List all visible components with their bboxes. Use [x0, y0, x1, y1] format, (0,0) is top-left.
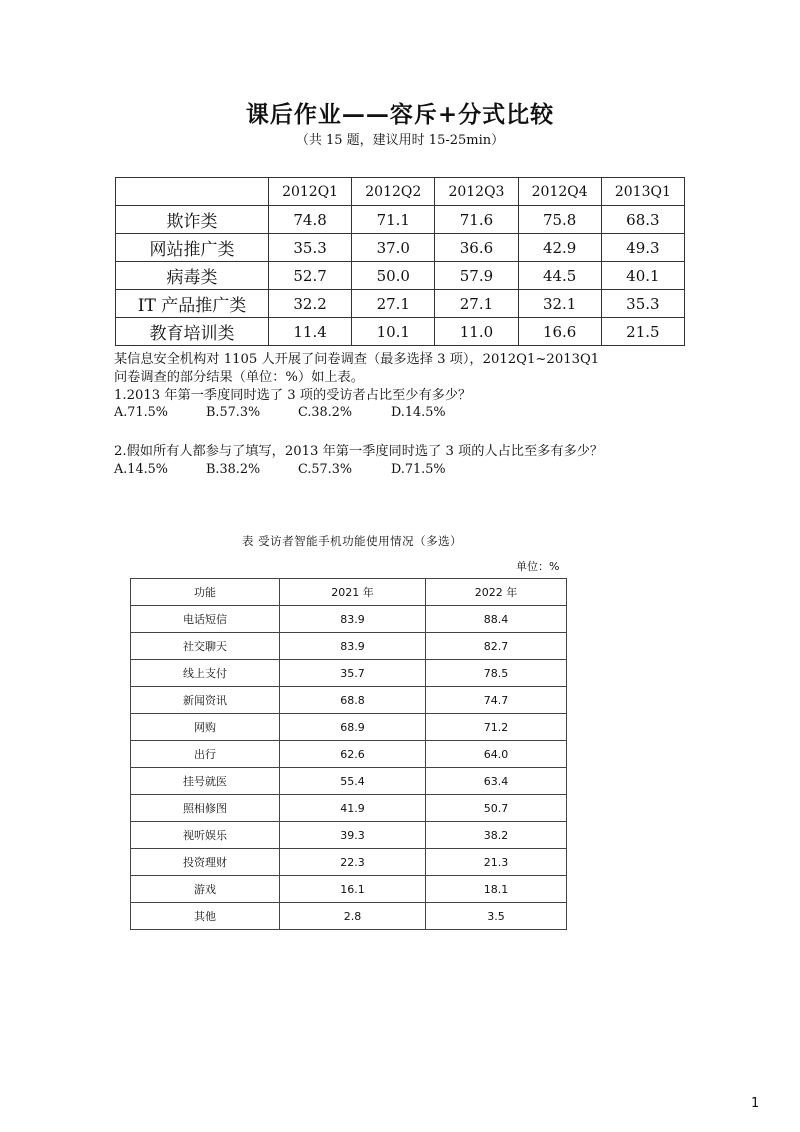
table-row	[131, 606, 567, 633]
table-row	[131, 741, 567, 768]
table-cell: 35.3	[601, 290, 684, 318]
option-b: B.38.2%	[206, 462, 261, 477]
table-cell: 44.5	[518, 262, 601, 290]
row-label: 投资理财	[131, 849, 280, 876]
table-cell: 57.9	[435, 262, 518, 290]
question-1-options	[114, 405, 446, 420]
table-header-cell: 2013Q1	[601, 178, 684, 206]
table-cell: 22.3	[280, 849, 426, 876]
table-header-cell: 2012Q4	[518, 178, 601, 206]
table-header-row	[116, 178, 685, 206]
row-label: IT 产品推广类	[116, 290, 269, 318]
table-row	[131, 795, 567, 822]
table-cell: 11.0	[435, 318, 518, 346]
table-cell: 11.4	[269, 318, 352, 346]
table-cell: 50.7	[426, 795, 567, 822]
option-d: D.71.5%	[391, 462, 446, 477]
table-header-row	[131, 579, 567, 606]
question-1-stem: 1.2013 年第一季度同时选了 3 项的受访者占比至少有多少？	[114, 388, 472, 403]
table-cell: 21.5	[601, 318, 684, 346]
table-cell: 82.7	[426, 633, 567, 660]
table-cell: 71.1	[352, 206, 435, 234]
survey-table	[115, 177, 685, 346]
table-cell: 83.9	[280, 633, 426, 660]
table-header-cell: 2012Q2	[352, 178, 435, 206]
table-cell: 64.0	[426, 741, 567, 768]
option-c: C.57.3%	[298, 462, 353, 477]
table-cell: 16.1	[280, 876, 426, 903]
table-cell: 74.7	[426, 687, 567, 714]
table-row	[131, 903, 567, 930]
table-header-cell: 功能	[131, 579, 280, 606]
table-header-cell: 2022 年	[426, 579, 567, 606]
table-cell: 41.9	[280, 795, 426, 822]
row-label: 社交聊天	[131, 633, 280, 660]
table-cell: 18.1	[426, 876, 567, 903]
row-label: 网站推广类	[116, 234, 269, 262]
table-row	[116, 234, 685, 262]
table-cell: 71.6	[435, 206, 518, 234]
table-header-cell	[116, 178, 269, 206]
table-row	[131, 687, 567, 714]
table-row	[116, 206, 685, 234]
row-label: 新闻资讯	[131, 687, 280, 714]
table-cell: 35.7	[280, 660, 426, 687]
row-label: 其他	[131, 903, 280, 930]
row-label: 教育培训类	[116, 318, 269, 346]
table-row	[131, 660, 567, 687]
table-cell: 2.8	[280, 903, 426, 930]
table-row	[131, 714, 567, 741]
table-cell: 37.0	[352, 234, 435, 262]
table-cell: 63.4	[426, 768, 567, 795]
table-header-cell: 2021 年	[280, 579, 426, 606]
table-cell: 74.8	[269, 206, 352, 234]
row-label: 视听娱乐	[131, 822, 280, 849]
table-cell: 38.2	[426, 822, 567, 849]
table-cell: 27.1	[435, 290, 518, 318]
option-d: D.14.5%	[391, 405, 446, 420]
table-row	[131, 768, 567, 795]
table-cell: 36.6	[435, 234, 518, 262]
table-row	[116, 290, 685, 318]
page-title: 课后作业——容斥+分式比较	[245, 101, 555, 128]
table-cell: 75.8	[518, 206, 601, 234]
option-b: B.57.3%	[206, 405, 261, 420]
table-header-cell: 2012Q3	[435, 178, 518, 206]
page-subtitle: （共 15 题，建议用时 15-25min）	[295, 133, 505, 148]
table-cell: 52.7	[269, 262, 352, 290]
page-number: 1	[751, 1096, 760, 1111]
row-label: 游戏	[131, 876, 280, 903]
intro-line-2: 问卷调查的部分结果（单位：%）如上表。	[114, 370, 364, 385]
option-a: A.14.5%	[114, 462, 168, 477]
row-label: 挂号就医	[131, 768, 280, 795]
table-cell: 68.8	[280, 687, 426, 714]
table-cell: 50.0	[352, 262, 435, 290]
table-cell: 32.2	[269, 290, 352, 318]
table-cell: 42.9	[518, 234, 601, 262]
question-2-options	[114, 462, 446, 477]
table-row	[131, 876, 567, 903]
table-row	[131, 633, 567, 660]
table-cell: 3.5	[426, 903, 567, 930]
table-cell: 68.3	[601, 206, 684, 234]
table-cell: 62.6	[280, 741, 426, 768]
table-cell: 10.1	[352, 318, 435, 346]
table-cell: 21.3	[426, 849, 567, 876]
row-label: 电话短信	[131, 606, 280, 633]
option-a: A.71.5%	[114, 405, 168, 420]
table-row	[116, 318, 685, 346]
table-cell: 39.3	[280, 822, 426, 849]
table-cell: 88.4	[426, 606, 567, 633]
table-cell: 32.1	[518, 290, 601, 318]
option-c: C.38.2%	[298, 405, 353, 420]
table-cell: 83.9	[280, 606, 426, 633]
row-label: 出行	[131, 741, 280, 768]
table-row	[131, 822, 567, 849]
table-cell: 71.2	[426, 714, 567, 741]
row-label: 线上支付	[131, 660, 280, 687]
table-cell: 49.3	[601, 234, 684, 262]
row-label: 欺诈类	[116, 206, 269, 234]
unit-label: 单位：%	[516, 560, 560, 573]
intro-line-1: 某信息安全机构对 1105 人开展了问卷调查（最多选择 3 项），2012Q1~2013Q1	[114, 352, 600, 367]
table-row	[116, 262, 685, 290]
smartphone-usage-table	[130, 578, 567, 930]
table-caption: 表 受访者智能手机功能使用情况（多选）	[242, 534, 463, 548]
row-label: 网购	[131, 714, 280, 741]
table-cell: 68.9	[280, 714, 426, 741]
table-cell: 78.5	[426, 660, 567, 687]
table-header-cell: 2012Q1	[269, 178, 352, 206]
table-cell: 55.4	[280, 768, 426, 795]
table-row	[131, 849, 567, 876]
table-cell: 35.3	[269, 234, 352, 262]
row-label: 病毒类	[116, 262, 269, 290]
table-cell: 40.1	[601, 262, 684, 290]
row-label: 照相修图	[131, 795, 280, 822]
table-cell: 27.1	[352, 290, 435, 318]
table-cell: 16.6	[518, 318, 601, 346]
question-2-stem: 2.假如所有人都参与了填写，2013 年第一季度同时选了 3 项的人占比至多有多少？	[114, 444, 604, 459]
